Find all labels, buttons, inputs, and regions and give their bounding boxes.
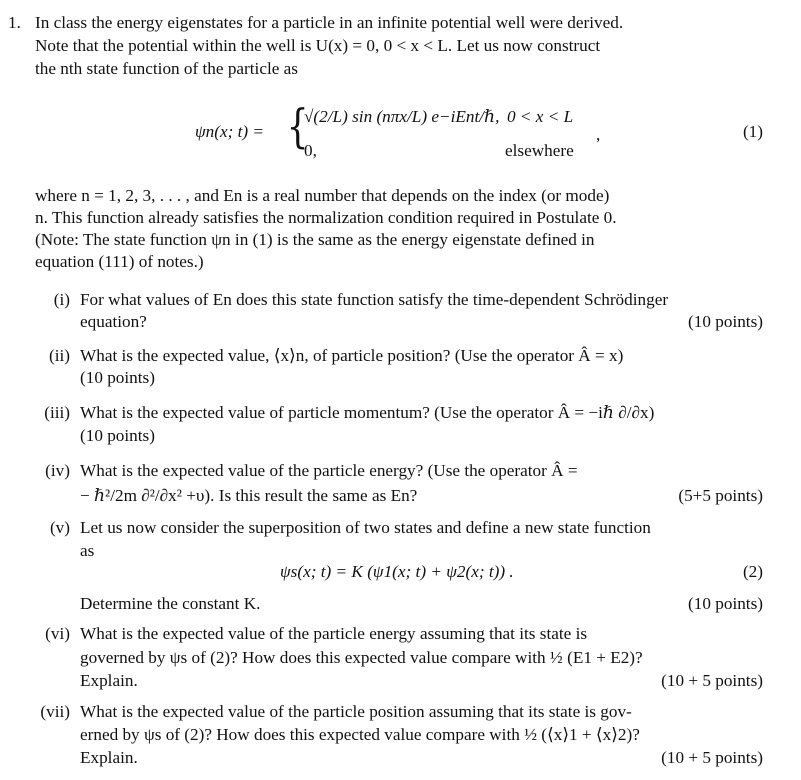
part-v-label: (v) — [49, 518, 70, 537]
part-i-label: (i) — [53, 290, 70, 309]
equation-1-case-1-condition: 0 < x < L — [507, 107, 574, 126]
part-v-line-1: Let us now consider the superposition of two states and define a new state function — [80, 518, 651, 537]
after-eq-line-4: equation (111) of notes.) — [35, 252, 204, 271]
part-vii-line-3: Explain. — [80, 748, 138, 767]
part-vii-line-2: erned by ψs of (2)? How does this expected value compare with ½ (⟨x⟩1 + ⟨x⟩2)? — [80, 725, 640, 744]
part-vi-line-3: Explain. — [80, 671, 138, 690]
part-iv-line-1: What is the expected value of the particle energy? (Use the operator Â = — [80, 461, 578, 480]
problem-number: 1. — [8, 13, 21, 32]
equation-2: ψs(x; t) = K (ψ1(x; t) + ψ2(x; t)) . — [280, 562, 514, 581]
equation-1-case-1: √(2/L) sin (nπx/L) e−iEnt/ℏ, — [304, 107, 500, 126]
equation-1-case-2-condition: elsewhere — [505, 141, 574, 160]
part-vi-points: (10 + 5 points) — [661, 671, 763, 690]
intro-line-3: the nth state function of the particle as — [35, 59, 298, 78]
equation-1-label: (1) — [742, 122, 763, 141]
part-vii-label: (vii) — [40, 702, 70, 721]
part-iii-line-1: What is the expected value of particle momentum? (Use the operator Â = −iℏ ∂/∂x) — [80, 403, 655, 422]
after-eq-line-1: where n = 1, 2, 3, . . . , and En is a real number that depends on the index (or mode) — [35, 186, 610, 205]
part-iv-label: (iv) — [45, 461, 70, 480]
part-ii-label: (ii) — [49, 346, 70, 365]
part-v-line-2: as — [80, 541, 95, 560]
part-iv-points: (5+5 points) — [678, 486, 763, 505]
after-eq-line-3: (Note: The state function ψn in (1) is the same as the energy eigenstate defined in — [35, 230, 595, 249]
part-vi-line-2: governed by ψs of (2)? How does this expected value compare with ½ (E1 + E2)? — [80, 648, 643, 667]
equation-2-label: (2) — [742, 562, 763, 581]
equation-1-lhs: ψn(x; t) = — [195, 122, 265, 141]
part-vii-points: (10 + 5 points) — [661, 748, 763, 767]
part-vi-line-1: What is the expected value of the particle energy assuming that its state is — [80, 624, 588, 643]
intro-line-2: Note that the potential within the well is U(x) = 0, 0 < x < L. Let us now construct — [35, 36, 601, 55]
equation-1-case-2: 0, — [304, 141, 317, 160]
part-iv-line-2: − ℏ²/2m ∂²/∂x² +υ). Is this result the same as En? — [80, 486, 418, 505]
part-ii-line-2: (10 points) — [80, 368, 155, 387]
part-i-line-2: equation? — [80, 312, 147, 331]
after-eq-line-2: n. This function already satisfies the normalization condition required in Postulate 0. — [35, 208, 617, 227]
equation-1-brace: { — [286, 99, 309, 153]
equation-1-comma: , — [596, 125, 601, 144]
part-ii-line-1: What is the expected value, ⟨x⟩n, of particle position? (Use the operator Â = x) — [80, 346, 624, 365]
part-v-points: (10 points) — [688, 594, 763, 613]
part-iii-line-2: (10 points) — [80, 426, 155, 445]
part-vi-label: (vi) — [45, 624, 70, 643]
intro-line-1: In class the energy eigenstates for a particle in an infinite potential well were derived. — [35, 13, 624, 32]
part-v-line-3: Determine the constant K. — [80, 594, 261, 613]
part-i-line-1: For what values of En does this state function satisfy the time-dependent Schrödinger — [80, 290, 669, 309]
part-i-points: (10 points) — [688, 312, 763, 331]
part-iii-label: (iii) — [44, 403, 70, 422]
part-vii-line-1: What is the expected value of the particle position assuming that its state is gov- — [80, 702, 632, 721]
